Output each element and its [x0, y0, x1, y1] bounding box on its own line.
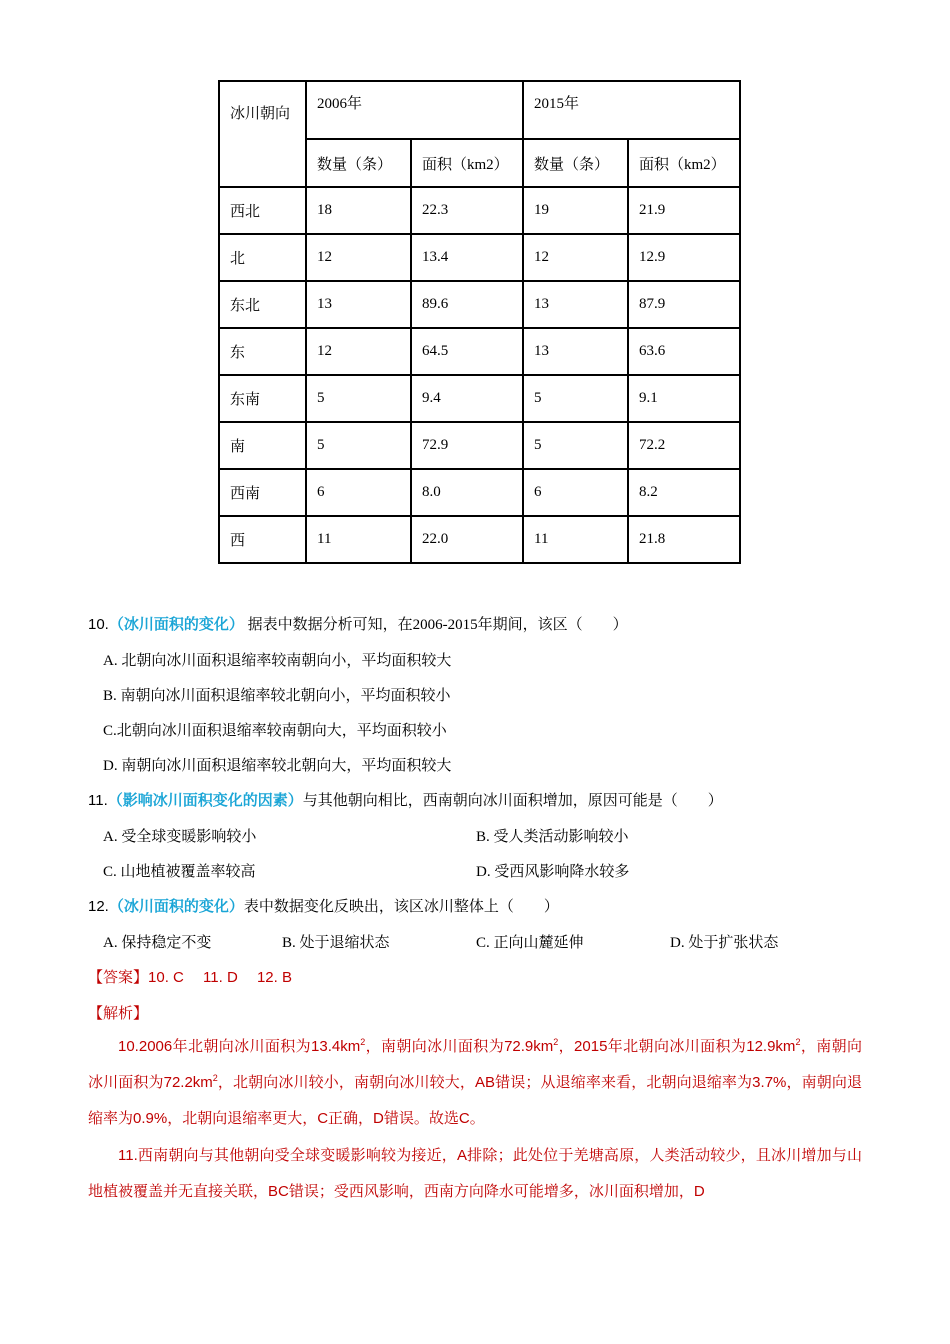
table-row: [219, 328, 740, 375]
count-2015-cell: 5: [523, 422, 628, 469]
area-2006-cell: 8.0: [411, 469, 523, 516]
area-2015-cell: 87.9: [628, 281, 740, 328]
table-row: [219, 375, 740, 422]
area-2006-cell: 13.4: [411, 234, 523, 281]
count-header: 数量（条）: [523, 139, 628, 187]
question-text: 据表中数据分析可知，在2006-2015年期间，该区（ ）: [243, 617, 628, 633]
q11-option-a: A. 受全球变暖影响较小: [103, 829, 257, 845]
table-row: [219, 234, 740, 281]
question-text: 表中数据变化反映出，该区冰川整体上（ ）: [243, 899, 559, 915]
area-2015-cell: 63.6: [628, 328, 740, 375]
q11-option-d: D. 受西风影响降水较多: [476, 864, 630, 880]
direction-cell: 东: [219, 328, 306, 375]
area-2006-cell: 22.3: [411, 187, 523, 234]
count-2006-cell: 6: [306, 469, 411, 516]
count-2015-cell: 12: [523, 234, 628, 281]
q10-option-c: C.北朝向冰川面积退缩率较南朝向大，平均面积较小: [103, 723, 447, 739]
count-2015-cell: 13: [523, 328, 628, 375]
table-row: [219, 422, 740, 469]
area-header: 面积（km2）: [411, 139, 523, 187]
count-2015-cell: 6: [523, 469, 628, 516]
q12-option-d: D. 处于扩张状态: [670, 935, 779, 951]
question-11-stem: [88, 789, 723, 810]
superscript: 2: [553, 1037, 559, 1047]
question-number: 11.: [88, 792, 108, 809]
answer-text: 10. C 11. D 12. B: [148, 969, 292, 986]
analysis-text: 10.2006年北朝向冰川面积为13.4km: [118, 1038, 361, 1055]
area-2006-cell: 22.0: [411, 516, 523, 563]
answer-line: [88, 966, 292, 987]
count-2006-cell: 12: [306, 234, 411, 281]
analysis-paragraph-11: 11.西南朝向与其他朝向受全球变暖影响较为接近，A排除；此处位于羌塘高原，人类活动较少，且冰川增加与山地植被覆盖并无直接关联，BC错误；受西风影响，西南方向降水可能增多，冰川面积增加，D: [88, 1147, 862, 1200]
analysis-text: ，南朝向冰川面积为72.9km: [365, 1038, 554, 1055]
area-2015-cell: 72.2: [628, 422, 740, 469]
count-2015-cell: 5: [523, 375, 628, 422]
count-header: 数量（条）: [306, 139, 411, 187]
question-topic-tag: （冰川面积的变化）: [108, 617, 244, 633]
area-2015-cell: 21.8: [628, 516, 740, 563]
glacier-data-table: [218, 80, 741, 564]
analysis-label: 【解析】: [88, 1006, 149, 1022]
area-2015-cell: 21.9: [628, 187, 740, 234]
area-2015-cell: 8.2: [628, 469, 740, 516]
direction-cell: 北: [219, 234, 306, 281]
direction-cell: 东北: [219, 281, 306, 328]
area-2006-cell: 64.5: [411, 328, 523, 375]
count-2006-cell: 13: [306, 281, 411, 328]
q11-option-c: C. 山地植被覆盖率较高: [103, 864, 256, 880]
orientation-header: 冰川朝向: [219, 81, 306, 187]
direction-cell: 西南: [219, 469, 306, 516]
direction-cell: 东南: [219, 375, 306, 422]
q12-option-c: C. 正向山麓延伸: [476, 935, 584, 951]
question-topic-tag: （影响冰川面积变化的因素）: [107, 793, 303, 809]
q10-option-b: B. 南朝向冰川面积退缩率较北朝向小，平均面积较小: [103, 688, 451, 704]
count-2015-cell: 13: [523, 281, 628, 328]
direction-cell: 南: [219, 422, 306, 469]
count-2006-cell: 5: [306, 375, 411, 422]
superscript: 2: [360, 1037, 366, 1047]
question-number: 12.: [88, 898, 109, 915]
table-row: [219, 516, 740, 563]
year-2015-header: 2015年: [523, 81, 740, 139]
superscript: 2: [795, 1037, 801, 1047]
q12-option-a: A. 保持稳定不变: [103, 935, 212, 951]
question-12-stem: [88, 895, 559, 916]
area-header: 面积（km2）: [628, 139, 740, 187]
area-2006-cell: 72.9: [411, 422, 523, 469]
analysis-paragraph-10: [88, 1029, 862, 1137]
area-2015-cell: 12.9: [628, 234, 740, 281]
year-2006-header: 2006年: [306, 81, 523, 139]
table-row: [219, 281, 740, 328]
area-2006-cell: 9.4: [411, 375, 523, 422]
count-2015-cell: 19: [523, 187, 628, 234]
q11-option-b: B. 受人类活动影响较小: [476, 829, 629, 845]
analysis-text: ，北朝向冰川较小，南朝向冰川较大，AB错误；从退缩率来看，北朝向退缩率为3.7%，南朝向退缩率为0.9%，北朝向退缩率更大，C正确，D错误。故选C。: [88, 1074, 862, 1127]
analysis-text: ，南朝向冰川面积为72.2km: [88, 1038, 862, 1091]
table-row: [219, 469, 740, 516]
area-2015-cell: 9.1: [628, 375, 740, 422]
q10-option-a: A. 北朝向冰川面积退缩率较南朝向小，平均面积较大: [103, 653, 452, 669]
superscript: 2: [212, 1073, 218, 1083]
direction-cell: 西北: [219, 187, 306, 234]
q12-option-b: B. 处于退缩状态: [282, 935, 390, 951]
q10-option-d: D. 南朝向冰川面积退缩率较北朝向大，平均面积较大: [103, 758, 452, 774]
analysis-text: ，2015年北朝向冰川面积为12.9km: [558, 1038, 796, 1055]
count-2015-cell: 11: [523, 516, 628, 563]
count-2006-cell: 12: [306, 328, 411, 375]
count-2006-cell: 18: [306, 187, 411, 234]
answer-label: 【答案】: [88, 969, 149, 986]
count-2006-cell: 11: [306, 516, 411, 563]
count-2006-cell: 5: [306, 422, 411, 469]
question-topic-tag: （冰川面积的变化）: [108, 899, 244, 915]
area-2006-cell: 89.6: [411, 281, 523, 328]
question-10-stem: [88, 613, 628, 634]
question-number: 10.: [88, 616, 109, 633]
direction-cell: 西: [219, 516, 306, 563]
question-text: 与其他朝向相比，西南朝向冰川面积增加，原因可能是（ ）: [302, 793, 723, 809]
table-row: [219, 187, 740, 234]
